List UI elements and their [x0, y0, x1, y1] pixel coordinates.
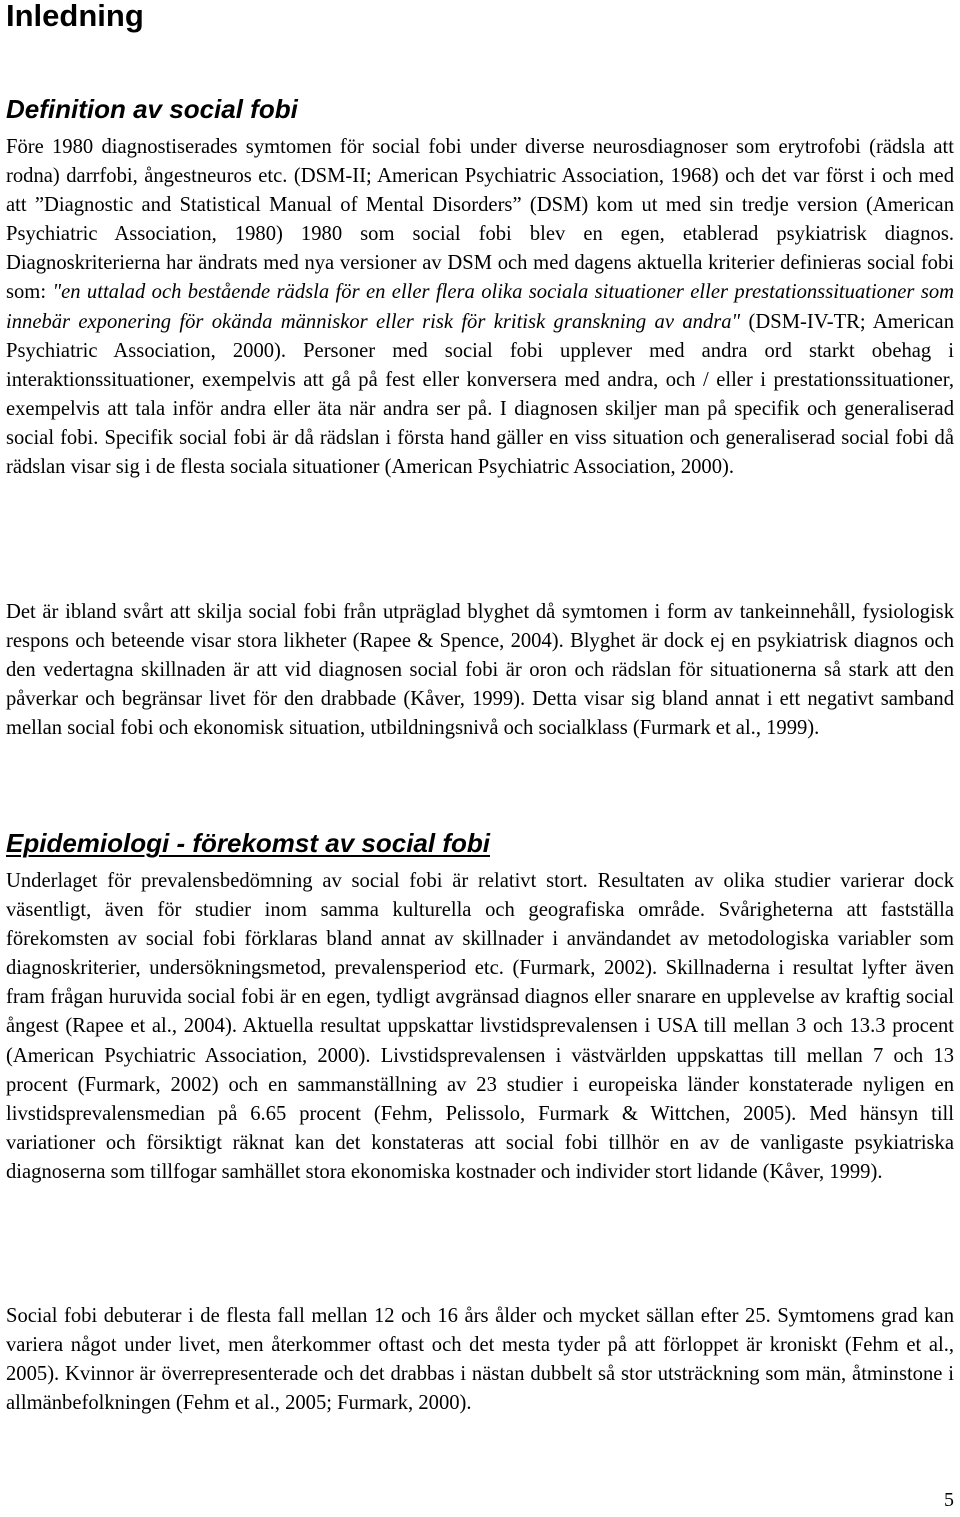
section-heading-definition: Definition av social fobi	[6, 94, 298, 124]
paragraph-definition	[6, 133, 954, 482]
paragraph-text: Före 1980 diagnostiserades symtomen för social fobi under diverse neurosdiagnoser som erytrofobi (rädsla att rodna) darrfobi, ångestneuros etc. (DSM-II; American Psychiatric Association, 1968) och det var först i och med att ”Diagnostic and Statistical Manual of Mental Disorders” (DSM) kom ut med sin tredje version (American Psychiatric Association, 1980) 1980 som social fobi blev en egen, etablerad psykiatrisk diagnos. Diagnoskriterierna har ändrats med nya versioner av DSM och med dagens aktuella kriterier definieras social fobi som:	[6, 136, 954, 304]
paragraph-prevalence: Underlaget för prevalensbedömning av social fobi är relativt stort. Resultaten av olika studier varierar dock väsentligt, även för studier inom samma kulturella och geografiska område. Svårigheterna att fastställa förekomsten av social fobi förklaras bland annat av skillnader i användandet av metodologiska variabler som diagnoskriterier, undersökningsmetod, prevalensperiod etc. (Furmark, 2002). Skillnaderna i resultat lyfter även fram frågan huruvida social fobi är en egen, tydligt avgränsad diagnos eller snarare en upplevelse av kraftig social ångest (Rapee et al., 2004). Aktuella resultat uppskattar livstidsprevalensen i USA till mellan 3 och 13.3 procent (American Psychiatric Association, 2000). Livstidsprevalensen i västvärlden uppskattas till mellan 7 och 13 procent (Furmark, 2002) och en sammanställning av 23 studier i europeiska länder konstaterade nyligen en livstidsprevalensmedian på 6.65 procent (Fehm, Pelissolo, Furmark & Wittchen, 2005). Med hänsyn till variationer och försiktigt räknat kan det konstateras att social fobi tillhör en av de vanligaste psykiatriska diagnoserna som tillfogar samhället stora ekonomiska kostnader och individer stort lidande (Kåver, 1999).	[6, 870, 954, 1183]
page-number: 5	[944, 1489, 954, 1511]
chapter-title: Inledning	[6, 0, 144, 33]
section-heading-epidemiology: Epidemiologi - förekomst av social fobi	[6, 828, 490, 858]
paragraph-text: (DSM-IV-TR; American Psychiatric Association, 2000). Personer med social fobi upplever med andra ord starkt obehag i interaktionssituationer, exempelvis att gå på fest eller konversera med andra, och / eller i prestationssituationer, exempelvis att tala inför andra eller äta när andra ser på. I diagnosen skiljer man på specifik och generaliserad social fobi. Specifik social fobi är då rädslan i första hand gäller en viss situation och generaliserad social fobi då rädslan visar sig i de flesta sociala situationer (American Psychiatric Association, 2000).	[6, 310, 954, 479]
dsm-quote: "en uttalad och bestående rädsla för en eller flera olika sociala situationer eller prestationssituationer som innebär exponering för okända människor eller risk för kritisk granskning av andra"	[6, 281, 955, 333]
paragraph-onset: Social fobi debuterar i de flesta fall mellan 12 och 16 års ålder och mycket sällan efter 25. Symtomens grad kan variera något under livet, men återkommer oftast och det mesta tyder på att förloppet är kroniskt (Fehm et al., 2005). Kvinnor är överrepresenterade och det drabbas i nästan dubbelt så stor utsträckning som män, åtminstone i allmänbefolkningen (Fehm et al., 2005; Furmark, 2000).	[6, 1305, 954, 1415]
paragraph-shyness: Det är ibland svårt att skilja social fobi från utpräglad blyghet då symtomen i form av tankeinnehåll, fysiologisk respons och beteende visar stora likheter (Rapee & Spence, 2004). Blyghet är dock ej en psykiatrisk diagnos och den vedertagna skillnaden är att vid diagnosen social fobi är oron och rädslan för situationerna så stark att den påverkar och begränsar livet för den drabbade (Kåver, 1999). Detta visar sig bland annat i ett negativt samband mellan social fobi och ekonomisk situation, utbildningsnivå och socialklass (Furmark et al., 1999).	[6, 601, 954, 740]
